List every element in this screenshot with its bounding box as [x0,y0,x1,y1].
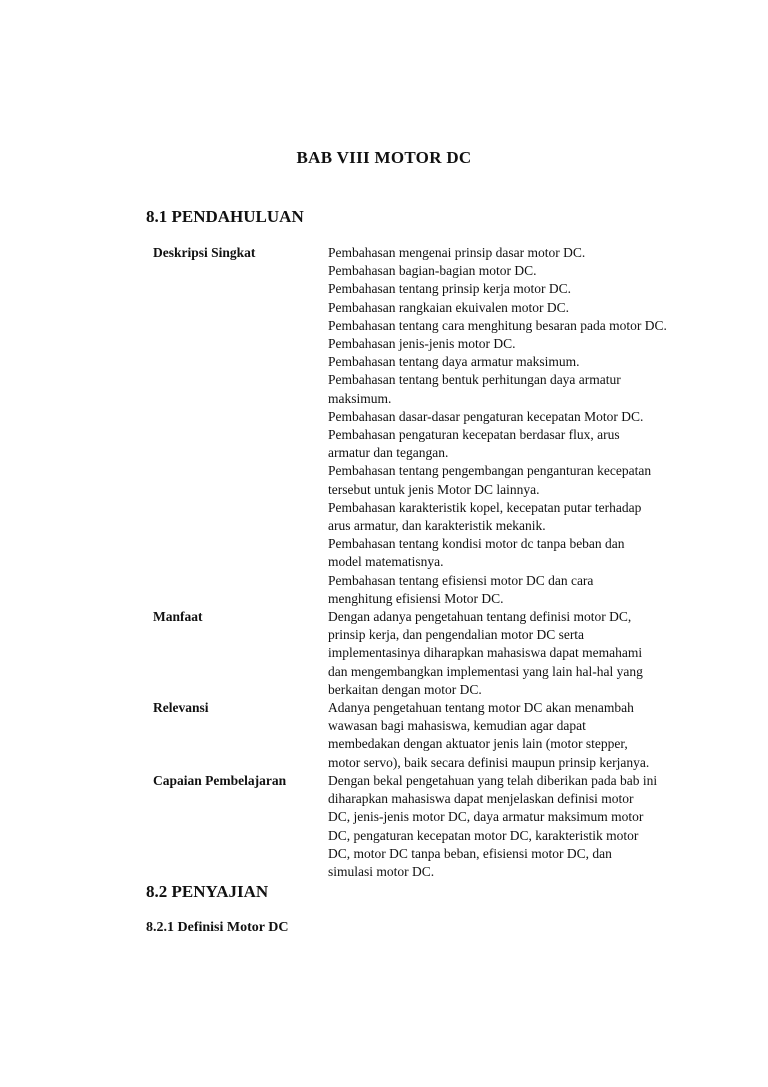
content-line: Pembahasan tentang pengembangan penganturan kecepatan [328,463,652,479]
content-line: diharapkan mahasiswa dapat menjelaskan definisi motor [328,791,634,807]
content-line: armatur dan tegangan. [328,445,449,461]
content-line: Adanya pengetahuan tentang motor DC akan menambah [328,700,634,716]
row-content [328,699,733,772]
chapter-title: BAB VIII MOTOR DC [296,148,472,167]
content-line: Dengan adanya pengetahuan tentang definisi motor DC, [328,609,632,625]
content-line: DC, motor DC tanpa beban, efisiensi motor DC, dan [328,845,612,861]
content-line: membedakan dengan aktuator jenis lain (motor stepper, [328,736,628,752]
section-heading-penyajian: 8.2 PENYAJIAN [146,882,269,901]
content-line: Pembahasan bagian-bagian motor DC. [328,263,537,279]
content-line: Pembahasan dasar-dasar pengaturan kecepatan Motor DC. [328,408,644,424]
row-deskripsi-singkat [153,244,733,608]
content-line: Pembahasan tentang efisiensi motor DC dan cara [328,572,594,588]
content-line: Pembahasan jenis-jenis motor DC. [328,336,516,352]
content-line: menghitung efisiensi Motor DC. [328,590,504,606]
description-table [153,244,733,881]
content-line: simulasi motor DC. [328,863,435,879]
content-line: Pembahasan tentang kondisi motor dc tanpa beban dan [328,536,625,552]
subsection-heading-definisi: 8.2.1 Definisi Motor DC [146,920,289,935]
content-line: dan mengembangkan implementasi yang lain hal-hal yang [328,663,643,679]
row-label: Relevansi [153,700,209,716]
content-line: DC, pengaturan kecepatan motor DC, karakteristik motor [328,827,639,843]
content-line: Pembahasan pengaturan kecepatan berdasar flux, arus [328,427,620,443]
section-heading-pendahuluan: 8.1 PENDAHULUAN [146,207,304,226]
content-line: maksimum. [328,390,392,406]
content-line: tersebut untuk jenis Motor DC lainnya. [328,481,540,497]
row-manfaat [153,608,733,699]
content-line: DC, jenis-jenis motor DC, daya armatur maksimum motor [328,809,644,825]
content-line: Pembahasan tentang bentuk perhitungan daya armatur [328,372,621,388]
content-line: Pembahasan mengenai prinsip dasar motor DC. [328,245,586,260]
row-content [328,772,733,881]
content-line: Pembahasan tentang prinsip kerja motor DC. [328,281,571,297]
content-line: Pembahasan karakteristik kopel, kecepatan putar terhadap [328,499,642,515]
row-relevansi [153,699,733,772]
content-line: Pembahasan tentang daya armatur maksimum. [328,354,580,370]
row-content [328,608,733,699]
row-label: Deskripsi Singkat [153,245,256,260]
row-label: Capaian Pembelajaran [153,772,287,788]
row-label: Manfaat [153,609,203,625]
content-line: Pembahasan tentang cara menghitung besaran pada motor DC. [328,317,667,333]
content-line: wawasan bagi mahasiswa, kemudian agar dapat [328,718,586,734]
content-line: model matematisnya. [328,554,444,570]
content-line: motor servo), baik secara definisi maupun prinsip kerjanya. [328,754,650,770]
content-line: Dengan bekal pengetahuan yang telah diberikan pada bab ini [328,772,658,788]
row-content [328,244,733,608]
content-line: berkaitan dengan motor DC. [328,681,482,697]
content-line: prinsip kerja, dan pengendalian motor DC serta [328,627,585,643]
content-line: arus armatur, dan karakteristik mekanik. [328,518,546,534]
row-capaian-pembelajaran [153,772,733,881]
content-line: Pembahasan rangkaian ekuivalen motor DC. [328,299,570,315]
content-line: implementasinya diharapkan mahasiswa dapat memahami [328,645,643,661]
